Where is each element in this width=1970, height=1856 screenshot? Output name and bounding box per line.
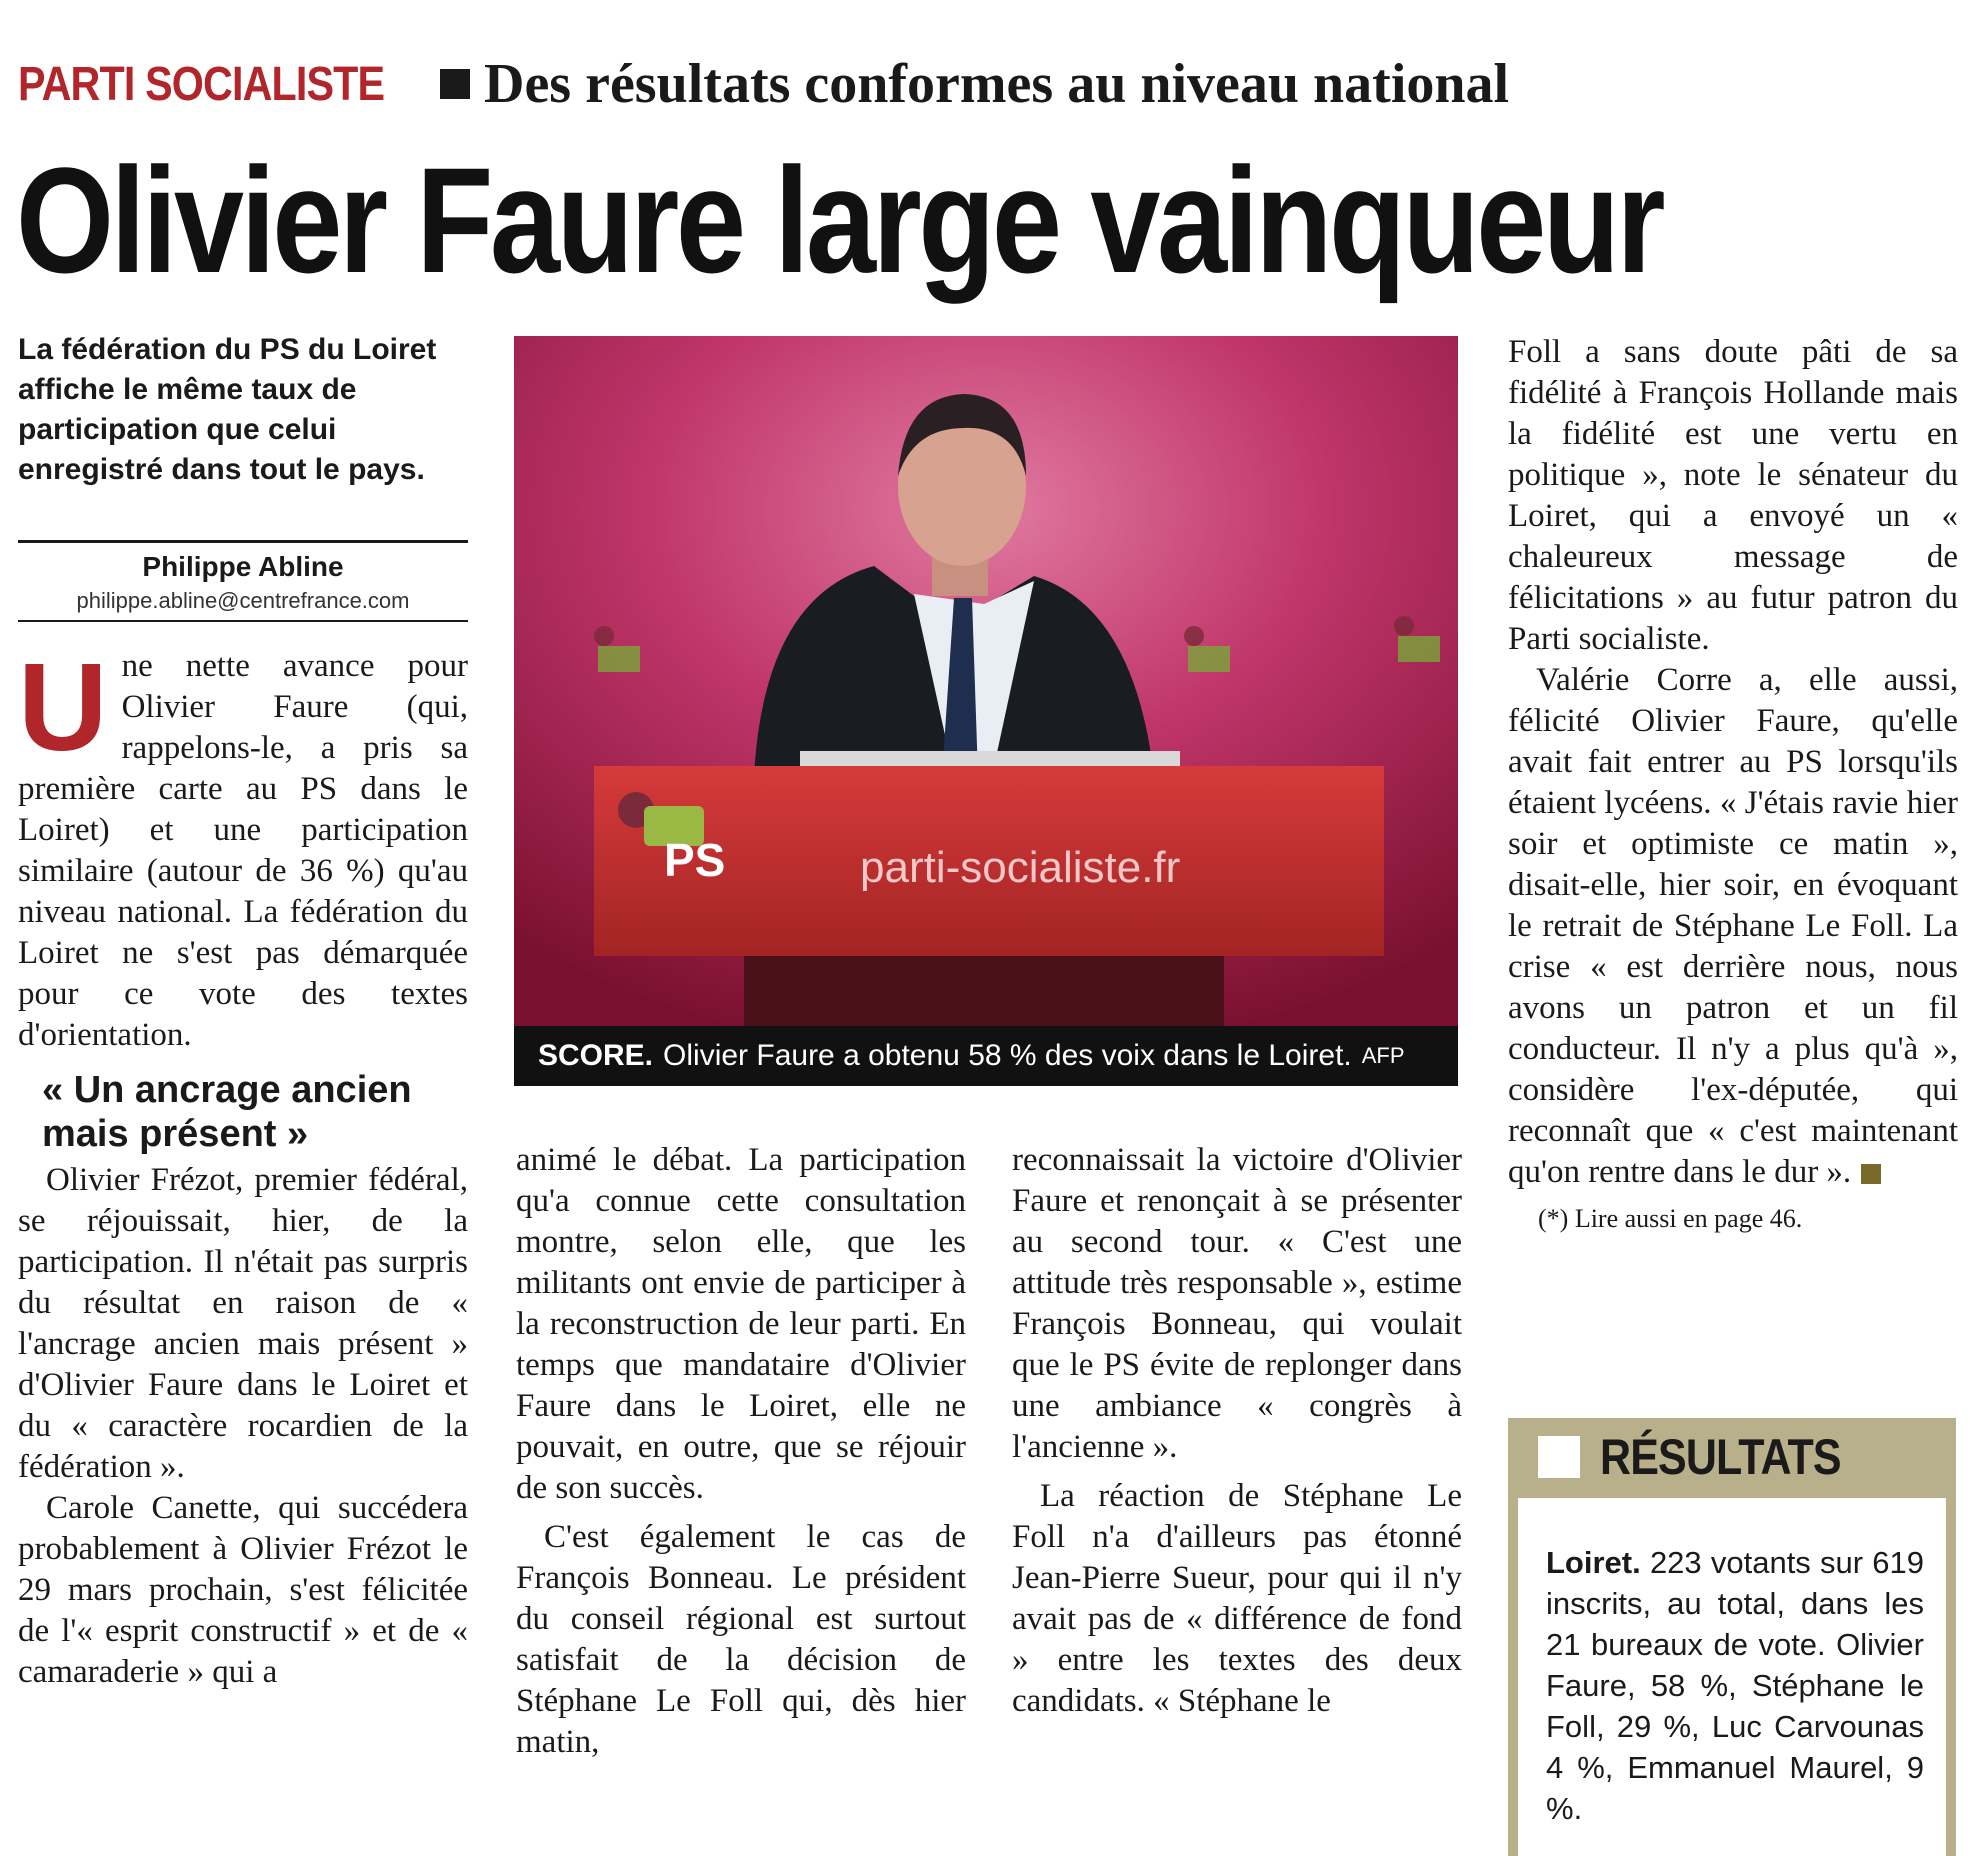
byline [18,548,468,616]
author-email: philippe.abline@centrefrance.com [76,588,410,613]
headline: Olivier Faure large vainqueur [16,136,1663,304]
results-text: 223 votants sur 619 inscrits, au total, dans les 21 bureaux de vote. Olivier Faure, 58 %, Stéphane le Foll, 29 %, Luc Carvounas 4 %, Emmanuel Maurel, 9 %. [1546,1545,1924,1826]
results-box-body [1518,1498,1946,1856]
paragraph: Carole Canette, qui succédera probablement à Olivier Frézot le 29 mars prochain, s'est félicitée de l'« esprit constructif » et de « camaraderie » qui a [18,1490,468,1690]
photo-caption [514,1026,1458,1086]
results-box-title: RÉSULTATS [1600,1429,1841,1485]
article-column-1 [18,639,468,1693]
photo-credit: AFP [1361,1043,1405,1068]
podium-sign-text: parti-socialiste.fr [860,843,1181,892]
article-column-3 [1012,1140,1462,1722]
paragraph: Foll a sans doute pâti de sa fidélité à François Hollande mais la fidélité est une vertu en politique », note le sénateur du Loiret, qui a envoyé un « chaleureux message de félicitations » au futur patron du Parti socialiste. [1508,334,1958,657]
author-name: Philippe Abline [142,551,344,582]
square-bullet-icon [440,69,470,99]
chapo: La fédération du PS du Loiret affiche le même taux de participation que celui enregistré dans tout le pays. [18,333,437,486]
paragraph: reconnaissait la victoire d'Olivier Faure et renonçait à se présenter au second tour. « C'est une attitude très responsable », estime François Bonneau, qui voulait que le PS évite de replonger dans une ambiance « congrès à l'ancienne ». [1012,1142,1462,1465]
results-box [1508,1418,1956,1856]
photo-illustration [514,336,1458,1026]
paragraph: Olivier Frézot, premier fédéral, se réjouissait, hier, de la participation. Il n'était pas surpris du résultat en raison de « l'ancrage ancien mais présent » d'Olivier Faure dans le Loiret et du « caractère rocardien de la fédération ». [18,1162,468,1485]
news-photo [514,336,1458,1086]
drop-cap: U [18,639,108,777]
byline-rule-top [18,540,468,543]
results-lead: Loiret. [1546,1545,1641,1580]
kicker-subtitle: Des résultats conformes au niveau national [484,53,1510,115]
rubric-label: PARTI SOCIALISTE [18,57,385,111]
footnote: (*) Lire aussi en page 46. [1538,1204,1803,1233]
caption-lead: SCORE. [538,1039,654,1072]
kicker [18,52,1509,116]
end-mark-icon [1861,1164,1881,1184]
byline-rule-bottom [18,620,468,622]
results-box-header [1508,1418,1956,1496]
square-bullet-icon [1538,1436,1580,1478]
intertitle: « Un ancrage ancien mais présent » [42,1069,412,1155]
caption-text: Olivier Faure a obtenu 58 % des voix dans le Loiret. [663,1039,1352,1072]
paragraph: C'est également le cas de François Bonneau. Le président du conseil régional est surtout satisfait de la décision de Stéphane Le Foll qui, dès hier matin, [516,1519,966,1760]
article-column-2 [516,1140,966,1763]
paragraph: Valérie Corre a, elle aussi, félicité Olivier Faure, qu'elle avait fait entrer au PS lorsqu'ils étaient lycéens. « J'étais ravie hier soir et optimiste ce matin », disait-elle, hier soir, en évoquant le retrait de Stéphane Le Foll. La crise « est derrière nous, nous avons un patron et un fil conducteur. Il n'y a plus qu'à », considère l'ex-députée, qui reconnaît que « c'est maintenant qu'on rentre dans le dur ». [1508,662,1958,1190]
paragraph: La réaction de Stéphane Le Foll n'a d'ailleurs pas étonné Jean-Pierre Sueur, pour qui il n'y avait pas de « différence de fond » entre les textes des deux candidats. « Stéphane le [1012,1478,1462,1719]
svg-text:PS: PS [664,834,726,886]
paragraph: Une nette avance pour Olivier Faure (qui, rappelons-le, a pris sa première carte au PS dans le Loiret) et une participation similaire (autour de 36 %) qu'au niveau national. La fédération du Loiret ne s'est pas démarquée pour ce vote des textes d'orientation. [18,639,468,1053]
article-column-4 [1508,332,1958,1237]
paragraph: animé le débat. La participation qu'a connue cette consultation montre, selon elle, que les militants ont envie de participer à la reconstruction de leur parti. En temps que mandataire d'Olivier Faure dans le Loiret, elle ne pouvait, en outre, que se réjouir de son succès. [516,1142,966,1506]
